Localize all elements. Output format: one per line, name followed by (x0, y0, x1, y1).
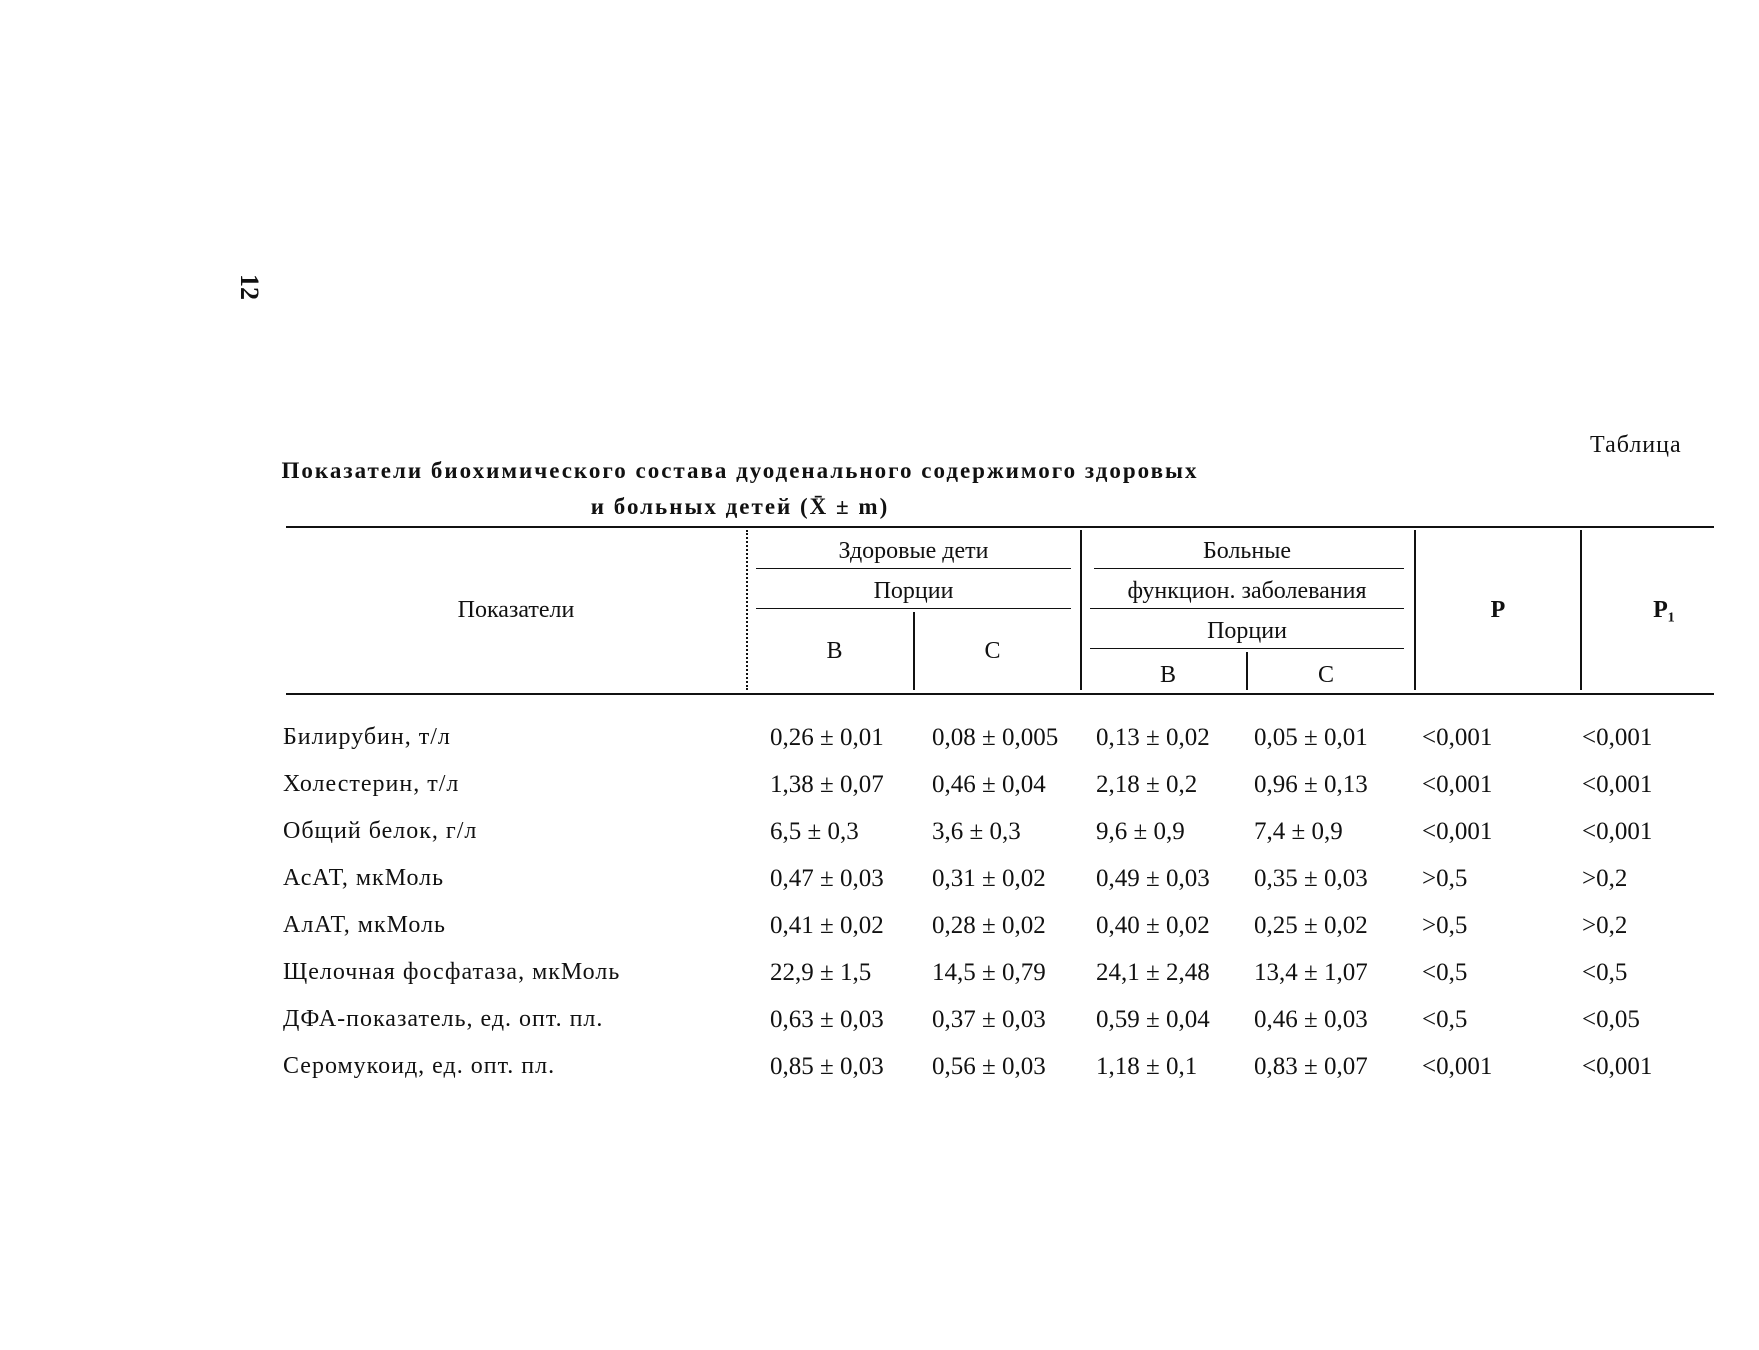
table-title-line-2: и больных детей (X̄ ± m) (590, 494, 890, 519)
row-indicator-name: Серомукоид, ед. опт. пл. (283, 1053, 556, 1079)
row-indicator-name: Холестерин, т/л (283, 771, 460, 797)
header-separator-1 (746, 530, 748, 690)
row-value-hb: 6,5 ± 0,3 (770, 818, 859, 845)
header-sick-sub: функцион. заболевания (1127, 578, 1367, 604)
row-indicator-name: ДФА-показатель, ед. опт. пл. (283, 1006, 604, 1032)
row-value-p: >0,5 (1422, 865, 1468, 892)
header-healthy: Здоровые дети (838, 538, 989, 564)
row-value-hc: 0,46 ± 0,04 (932, 771, 1046, 798)
row-value-p1: <0,05 (1582, 1006, 1640, 1033)
row-value-sb: 9,6 ± 0,9 (1096, 818, 1185, 845)
header-healthy-portions: Порции (873, 578, 954, 604)
row-value-sc: 0,25 ± 0,02 (1254, 912, 1368, 939)
row-value-p1: <0,5 (1582, 959, 1628, 986)
row-value-sc: 13,4 ± 1,07 (1254, 959, 1368, 986)
header-p1: P₁ (1653, 597, 1675, 623)
row-value-sb: 1,18 ± 0,1 (1096, 1053, 1198, 1080)
row-value-hc: 0,08 ± 0,005 (932, 724, 1059, 751)
header-sick: Больные (1202, 538, 1291, 564)
row-value-hc: 0,31 ± 0,02 (932, 865, 1046, 892)
row-value-sc: 0,46 ± 0,03 (1254, 1006, 1368, 1033)
row-value-p: <0,5 (1422, 1006, 1468, 1033)
row-value-hb: 0,26 ± 0,01 (770, 724, 884, 751)
row-value-hc: 3,6 ± 0,3 (932, 818, 1021, 845)
row-value-sb: 2,18 ± 0,2 (1096, 771, 1198, 798)
header-sick-c: С (1317, 662, 1334, 688)
header-sick-portions: Порции (1207, 618, 1287, 644)
row-value-hc: 0,56 ± 0,03 (932, 1053, 1046, 1080)
header-healthy-c: С (984, 638, 1001, 664)
row-value-hb: 1,38 ± 0,07 (770, 771, 884, 798)
row-indicator-name: АлАТ, мкМоль (283, 912, 446, 938)
row-value-hc: 0,37 ± 0,03 (932, 1006, 1046, 1033)
row-indicator-name: Билирубин, т/л (283, 724, 451, 750)
row-value-sc: 0,35 ± 0,03 (1254, 865, 1368, 892)
row-value-p: <0,001 (1422, 1053, 1493, 1080)
row-value-sc: 0,05 ± 0,01 (1254, 724, 1368, 751)
table-label: Таблица (1590, 432, 1682, 458)
row-value-sc: 0,83 ± 0,07 (1254, 1053, 1368, 1080)
row-value-sc: 0,96 ± 0,13 (1254, 771, 1368, 798)
row-value-hc: 0,28 ± 0,02 (932, 912, 1046, 939)
row-value-p1: <0,001 (1582, 771, 1653, 798)
row-value-sb: 24,1 ± 2,48 (1096, 959, 1210, 986)
row-value-hb: 0,85 ± 0,03 (770, 1053, 884, 1080)
header-sick-b: В (1159, 662, 1176, 688)
row-value-sb: 0,13 ± 0,02 (1096, 724, 1210, 751)
sick-portions-rule (1090, 648, 1404, 649)
table-title-line-1: Показатели биохимического состава дуоденального содержимого здоровых (281, 458, 1199, 483)
row-value-sb: 0,49 ± 0,03 (1096, 865, 1210, 892)
row-indicator-name: Щелочная фосфатаза, мкМоль (283, 959, 621, 985)
row-value-p: <0,001 (1422, 724, 1493, 751)
row-value-sb: 0,59 ± 0,04 (1096, 1006, 1210, 1033)
table-header-bottom-rule (286, 693, 1714, 695)
table-top-rule (286, 526, 1714, 528)
row-indicator-name: АсАТ, мкМоль (283, 865, 445, 891)
row-value-p: <0,001 (1422, 818, 1493, 845)
row-value-p: >0,5 (1422, 912, 1468, 939)
header-indicators: Показатели (457, 597, 575, 623)
header-separator-2 (1080, 530, 1082, 690)
row-value-sc: 7,4 ± 0,9 (1254, 818, 1343, 845)
row-value-p1: >0,2 (1582, 912, 1628, 939)
page-number: 12 (235, 274, 264, 300)
row-value-p: <0,001 (1422, 771, 1493, 798)
sick-sub-rule (1090, 608, 1404, 609)
row-value-hc: 14,5 ± 0,79 (932, 959, 1046, 986)
row-value-hb: 22,9 ± 1,5 (770, 959, 872, 986)
row-value-hb: 0,41 ± 0,02 (770, 912, 884, 939)
row-value-p1: <0,001 (1582, 724, 1653, 751)
row-indicator-name: Общий белок, г/л (283, 818, 478, 844)
row-value-hb: 0,47 ± 0,03 (770, 865, 884, 892)
row-value-p1: >0,2 (1582, 865, 1628, 892)
healthy-group-rule (756, 568, 1071, 569)
row-value-p1: <0,001 (1582, 1053, 1653, 1080)
row-value-hb: 0,63 ± 0,03 (770, 1006, 884, 1033)
sick-group-rule (1094, 568, 1404, 569)
row-value-p1: <0,001 (1582, 818, 1653, 845)
row-value-p: <0,5 (1422, 959, 1468, 986)
header-healthy-b: В (826, 638, 843, 664)
healthy-portions-rule (756, 608, 1071, 609)
header-p: P (1490, 597, 1506, 623)
row-value-sb: 0,40 ± 0,02 (1096, 912, 1210, 939)
